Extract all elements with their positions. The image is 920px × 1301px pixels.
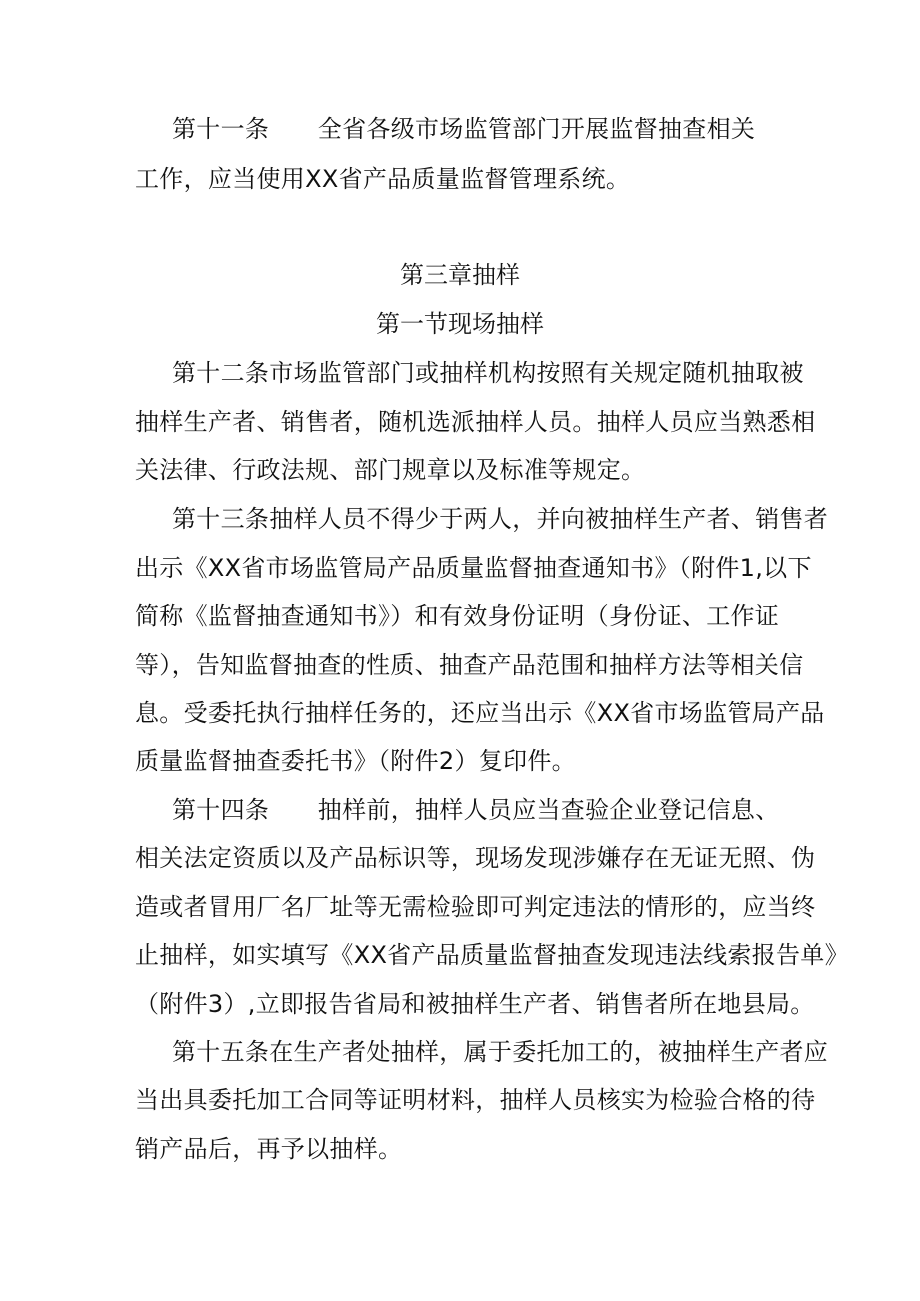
article-12-line-2: 抽样生产者、销售者，随机选派抽样人员。抽样人员应当熟悉相 (135, 408, 816, 436)
article-12-line-3: 关法律、行政法规、部门规章以及标准等规定。 (135, 456, 646, 484)
article-13-line-5: 息。受委托执行抽样任务的，还应当出示《XX省市场监管局产品 (135, 699, 825, 727)
section-title: 第一节现场抽样 (376, 310, 544, 338)
article-15-line-3: 销产品后，再予以抽样。 (135, 1135, 403, 1163)
chapter-title: 第三章抽样 (400, 261, 520, 289)
article-14-line-3: 造或者冒用厂名厂址等无需检验即可判定违法的情形的，应当终 (135, 893, 816, 921)
article-13-line-2: 出示《XX省市场监管局产品质量监督抽查通知书》（附件1,以下 (135, 554, 812, 582)
article-11-line-1: 第十一条 全省各级市场监管部门开展监督抽查相关 (172, 115, 756, 143)
article-13-line-4: 等），告知监督抽查的性质、抽查产品范围和抽样方法等相关信 (135, 651, 804, 679)
article-15-line-1: 第十五条在生产者处抽样，属于委托加工的，被抽样生产者应 (172, 1038, 829, 1066)
article-13-line-6: 质量监督抽查委托书》（附件2）复印件。 (135, 747, 576, 775)
article-14-line-1: 第十四条 抽样前，抽样人员应当查验企业登记信息、 (172, 796, 780, 824)
article-13-line-1: 第十三条抽样人员不得少于两人，并向被抽样生产者、销售者 (172, 505, 829, 533)
article-12-line-1: 第十二条市场监管部门或抽样机构按照有关规定随机抽取被 (172, 359, 804, 387)
article-11-line-2: 工作，应当使用XX省产品质量监督管理系统。 (135, 165, 631, 193)
article-14-line-2: 相关法定资质以及产品标识等，现场发现涉嫌存在无证无照、伪 (135, 844, 816, 872)
article-14-line-5: （附件3）,立即报告省局和被抽样生产者、销售者所在地县局。 (135, 990, 815, 1018)
article-14-line-4: 止抽样，如实填写《XX省产品质量监督抽查发现违法线索报告单》 (135, 941, 849, 969)
article-15-line-2: 当出具委托加工合同等证明材料，抽样人员核实为检验合格的待 (135, 1086, 816, 1114)
article-13-line-3: 简称《监督抽查通知书》）和有效身份证明（身份证、工作证 (135, 602, 780, 630)
